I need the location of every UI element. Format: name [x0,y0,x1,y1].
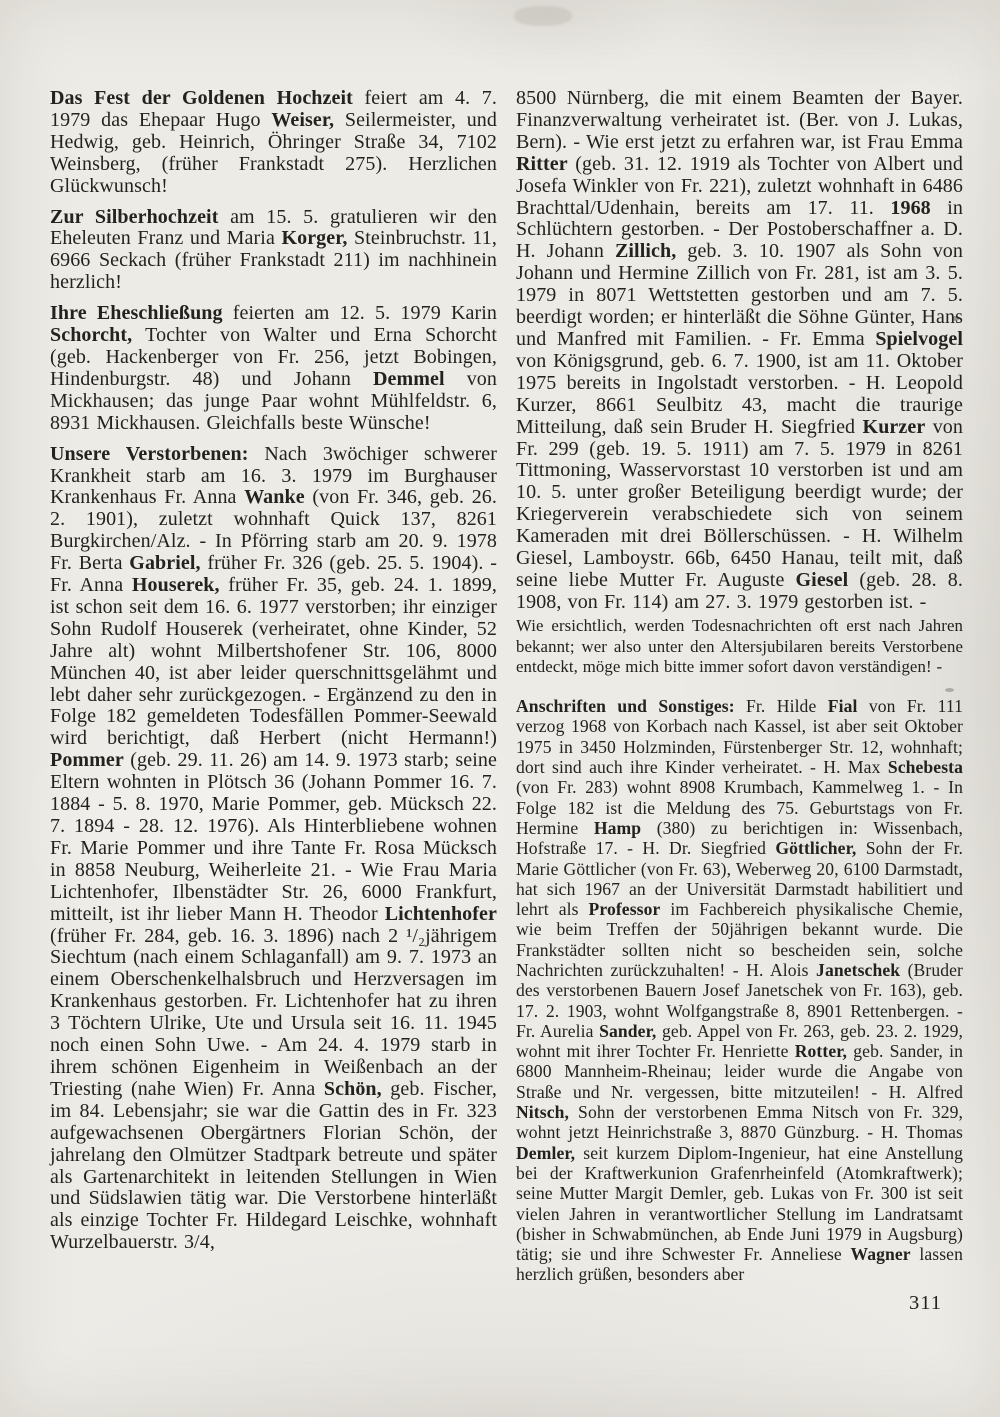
left-column [50,88,497,1294]
text-columns [50,88,963,1294]
paragraph-verstorbene-fortsetzung: 8500 Nürnberg, die mit einem Beamten der Bayer. Finanzverwaltung verheiratet ist. (Ber. von J. Lukas, Bern). - Wie erst jetzt zu erfahren war, ist Frau Emma Ritter (geb. 31. 12. 1919 als Tochter von Albert und Josefa Winkler von Fr. 221), zuletzt wohnhaft in 6486 Brachttal/Udenhain, bereits am 17. 11. 1968 in Schlüchtern gestorben. - Der Postoberschaffner a. D. H. Johann Zillich, geb. 3. 10. 1907 als Sohn von Johann und Hermine Zillich von Fr. 281, ist am 3. 5. 1979 in 8071 Wettstetten gestorben und am 7. 5. beerdigt worden; er hinterläßt die Söhne Günter, Hans und Manfred mit Familien. - Fr. Emma Spielvogel von Königsgrund, geb. 6. 7. 1900, ist am 11. Oktober 1975 bereits in Ingolstadt verstorben. - H. Leopold Kurzer, 8661 Seulbitz 43, macht die traurige Mitteilung, daß sein Bruder H. Siegfried Kurzer von Fr. 299 (geb. 19. 5. 1911) am 7. 5. 1979 in 8261 Tittmoning, Wasservorstast 10 verstorben ist und am 10. 5. unter großer Beteiligung beerdigt wurde; der Kriegerverein verabschiedete sich von seinem Kameraden mit drei Böllerschüssen. - H. Wilhelm Giesel, Lamboystr. 66b, 6450 Hanau, teilt mit, daß seine liebe Mutter Fr. Auguste Giesel (geb. 28. 8. 1908, von Fr. 114) am 27. 3. 1979 gestorben ist. - [516,87,964,613]
paragraph-eheschliessung: Ihre Eheschließung feierten am 12. 5. 1979 Karin Schorcht, Tochter von Walter und Erna Schorcht (geb. Hackenberger von Fr. 256, jetzt Bobingen, Hindenburgstr. 48) und Johann Demmel von Mickhausen; das junge Paar wohnt Mühlfeldstr. 6, 8931 Mickhausen. Gleichfalls beste Wünsche! [50,302,497,434]
right-column [516,88,963,1294]
paragraph-redaktionshinweis: Wie ersichtlich, werden Todesnachrichten oft erst nach Jahren bekannt; wer also unter den Altersjubilaren bereits Verstorbene entdeckt, möge mich bitte immer sofort davon verständigen! - [516,615,963,677]
paragraph-silberhochzeit: Zur Silberhochzeit am 15. 5. gratulieren wir den Eheleuten Franz und Maria Korger, Steinbruchstr. 11, 6966 Seckach (früher Frankstadt 211) im nachhinein herzlich! [50,205,497,294]
paragraph-anschriften-und-sonstiges: Anschriften und Sonstiges: Fr. Hilde Fial von Fr. 111 verzog 1968 von Korbach nach Kassel, ist aber seit Oktober 1975 in 3450 Holzminden, Fürstenberger Str. 12, wohnhaft; dort sind auch ihre Kinder verheiratet. - H. Max Schebesta (von Fr. 283) wohnt 8908 Krumbach, Kammelweg 1. - In Folge 182 ist die Meldung des 75. Geburtstags von Fr. Hermine Hamp (380) zu berichtigen in: Wissenbach, Hofstraße 17. - H. Dr. Siegfried Göttlicher, Sohn der Fr. Marie Göttlicher (von Fr. 63), Weberweg 20, 6100 Darmstadt, hat sich 1967 an der Universität Darmstadt habilitiert und lehrt als Professor im Fachbereich physikalische Chemie, wie beim Treffen der 50jährigen bekannt wurde. Die Frankstädter sollten nicht so bescheiden sein, solche Nachrichten zurückzuhalten! - H. Alois Janetschek (Bruder des verstorbenen Bauern Josef Janetschek von Fr. 163), geb. 17. 2. 1903, wohnt Wolfgangstraße 8, 8901 Rettenbergen. - Fr. Aurelia Sander, geb. Appel von Fr. 263, geb. 23. 2. 1929, wohnt mit ihrer Tochter Fr. Henriette Rotter, geb. Sander, in 6800 Mannheim-Rheinau; leider wurde die Angabe von Straße und Nr. vergessen, bitte mitzuteilen! - H. Alfred Nitsch, Sohn der verstorbenen Emma Nitsch von Fr. 329, wohnt jetzt Heinrichstraße 3, 8870 Günzburg. - H. Thomas Demler, seit kurzem Diplom-Ingenieur, hat eine Anstellung bei der Kraftwerkunion Grafenrheinfeld (Atomkraftwerk); seine Mutter Margit Demler, geb. Lukas von Fr. 300 ist seit vielen Jahren in verantwortlicher Stellung im Landratsamt (bisher in Schwabmünchen, ab Ende Juni 1979 in Augsburg) tätig; sie und ihre Schwester Fr. Anneliese Wagner lassen herzlich grüßen, besonders aber [516,696,964,1285]
page-number: 311 [909,1292,942,1314]
paragraph-unsere-verstorbenen: Unsere Verstorbenen: Nach 3wöchiger schwerer Krankheit starb am 16. 3. 1979 im Burghauser Krankenhaus Fr. Anna Wanke (von Fr. 346, geb. 26. 2. 1901), zuletzt wohnhaft Quick 137, 8261 Burgkirchen/Alz. - In Pförring starb am 20. 9. 1978 Fr. Berta Gabriel, früher Fr. 326 (geb. 25. 5. 1904). - Fr. Anna Houserek, früher Fr. 35, geb. 24. 1. 1899, ist schon seit dem 16. 6. 1977 verstorben; ihr einziger Sohn Rudolf Houserek (verheiratet, ohne Kinder, 52 Jahre alt) wohnt Milbertshofener Str. 106, 8000 München 40, ist aber leider querschnittsgelähmt und lebt daher sehr zurückgezogen. - Ergänzend zu den in Folge 182 gemeldeten Todesfällen Pommer-Seewald wird berichtigt, daß Herbert (nicht Hermann!) Pommer (geb. 29. 11. 26) am 14. 9. 1973 starb; seine Eltern wohnten in Plötsch 36 (Johann Pommer 16. 7. 1884 - 5. 8. 1970, Marie Pommer, geb. Mücksch 22. 7. 1894 - 28. 12. 1976). Als Hinterbliebene wohnen Fr. Marie Pommer und ihre Tante Fr. Rosa Mücksch in 8858 Neuburg, Weiherleite 21. - Wie Frau Maria Lichtenhofer, Ilbenstädter Str. 26, 6000 Frankfurt, mitteilt, ist ihr lieber Mann H. Theodor Lichtenhofer (früher Fr. 284, geb. 16. 3. 1896) nach 2 ¹/₂jährigem Siechtum (nach einem Schlaganfall) am 9. 7. 1973 an einem Oberschenkelhalsbruch und Herzversagen im Krankenhaus gestorben. Fr. Lichtenhofer hat zu ihren 3 Töchtern Ulrike, Ute und Ursula seit 16. 11. 1945 noch einen Sohn Uwe. - Am 24. 4. 1979 starb in ihrem schönen Eigenheim in Weißenbach an der Triesting (nahe Wien) Fr. Anna Schön, geb. Fischer, im 84. Lebensjahr; sie war die Gattin des in Fr. 323 aufgewachsenen Obergärtners Florian Schön, der jahrelang den Olmützer Stadtpark betreute und später als Gartenarchitekt in leitenden Stellungen in Wien und Südslawien tätig war. Die Verstorbene hinterläßt als einzige Tochter Fr. Hildegard Leischke, wohnhaft Wurzelbauerstr. 3/4, [50,442,498,1254]
paragraph-goldene-hochzeit: Das Fest der Goldenen Hochzeit feiert am 4. 7. 1979 das Ehepaar Hugo Weiser, Seilermeister, und Hedwig, geb. Heinrich, Öhringer Straße 34, 7102 Weinsberg, (früher Frankstadt 275). Herzlichen Glückwunsch! [50,87,498,197]
scan-smudge [514,6,572,26]
